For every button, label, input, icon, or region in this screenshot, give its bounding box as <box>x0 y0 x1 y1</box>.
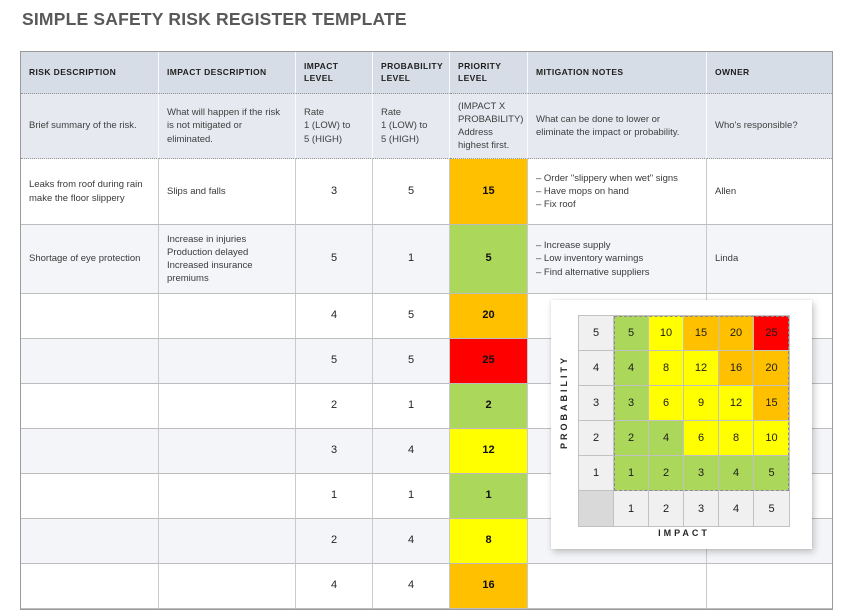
cell-priority[interactable]: 25 <box>450 339 528 384</box>
column-header-risk[interactable]: RISK DESCRIPTION <box>21 52 159 94</box>
matrix-prob-label-2: 2 <box>579 421 614 456</box>
cell-impact_desc[interactable]: Slips and falls <box>159 159 296 225</box>
cell-impact_desc[interactable] <box>159 429 296 474</box>
matrix-cell-p5-i3[interactable]: 15 <box>684 316 719 351</box>
cell-mitigation[interactable] <box>528 564 707 609</box>
impact-axis-label: IMPACT <box>658 528 710 538</box>
matrix-cell-p2-i1[interactable]: 2 <box>614 421 649 456</box>
column-header-impact_desc[interactable]: IMPACT DESCRIPTION <box>159 52 296 94</box>
cell-priority[interactable]: 12 <box>450 429 528 474</box>
cell-impact[interactable]: 1 <box>296 474 373 519</box>
cell-impact[interactable]: 3 <box>296 159 373 225</box>
column-desc-risk: Brief summary of the risk. <box>21 94 159 159</box>
cell-impact_desc[interactable] <box>159 294 296 339</box>
column-header-impact[interactable]: IMPACT LEVEL <box>296 52 373 94</box>
matrix-cell-p2-i4[interactable]: 8 <box>719 421 754 456</box>
matrix-cell-p5-i1[interactable]: 5 <box>614 316 649 351</box>
column-header-owner[interactable]: OWNER <box>707 52 832 94</box>
cell-probability[interactable]: 4 <box>373 429 450 474</box>
matrix-cell-p4-i3[interactable]: 12 <box>684 351 719 386</box>
cell-priority[interactable]: 5 <box>450 225 528 294</box>
cell-risk[interactable] <box>21 474 159 519</box>
cell-probability[interactable]: 4 <box>373 519 450 564</box>
cell-priority[interactable]: 2 <box>450 384 528 429</box>
cell-impact[interactable]: 4 <box>296 564 373 609</box>
cell-impact[interactable]: 4 <box>296 294 373 339</box>
matrix-prob-label-5: 5 <box>579 316 614 351</box>
cell-risk[interactable] <box>21 564 159 609</box>
matrix-cell-p3-i1[interactable]: 3 <box>614 386 649 421</box>
cell-impact_desc[interactable] <box>159 339 296 384</box>
matrix-cell-p5-i2[interactable]: 10 <box>649 316 684 351</box>
matrix-impact-label-1: 1 <box>614 491 649 526</box>
cell-owner[interactable]: Linda <box>707 225 832 294</box>
matrix-cell-p3-i5[interactable]: 15 <box>754 386 789 421</box>
matrix-prob-label-3: 3 <box>579 386 614 421</box>
column-desc-mitigation: What can be done to lower or eliminate the impact or probability. <box>528 94 707 159</box>
cell-risk[interactable] <box>21 384 159 429</box>
column-desc-priority: (IMPACT X PROBABILITY) Address highest first. <box>450 94 528 159</box>
matrix-cell-p4-i2[interactable]: 8 <box>649 351 684 386</box>
matrix-cell-p2-i2[interactable]: 4 <box>649 421 684 456</box>
matrix-cell-p2-i3[interactable]: 6 <box>684 421 719 456</box>
matrix-cell-p1-i3[interactable]: 3 <box>684 456 719 491</box>
cell-probability[interactable]: 1 <box>373 474 450 519</box>
page-title: SIMPLE SAFETY RISK REGISTER TEMPLATE <box>22 9 407 29</box>
risk-matrix-panel <box>551 300 812 549</box>
matrix-cell-p4-i4[interactable]: 16 <box>719 351 754 386</box>
matrix-cell-p2-i5[interactable]: 10 <box>754 421 789 456</box>
matrix-cell-p1-i4[interactable]: 4 <box>719 456 754 491</box>
cell-impact_desc[interactable] <box>159 564 296 609</box>
matrix-grid <box>578 315 790 527</box>
cell-impact_desc[interactable] <box>159 384 296 429</box>
cell-probability[interactable]: 1 <box>373 225 450 294</box>
matrix-cell-p5-i5[interactable]: 25 <box>754 316 789 351</box>
matrix-cell-p3-i3[interactable]: 9 <box>684 386 719 421</box>
matrix-cell-p4-i5[interactable]: 20 <box>754 351 789 386</box>
matrix-impact-label-4: 4 <box>719 491 754 526</box>
cell-priority[interactable]: 15 <box>450 159 528 225</box>
cell-impact[interactable]: 2 <box>296 519 373 564</box>
cell-risk[interactable]: Leaks from roof during rain make the floor slippery <box>21 159 159 225</box>
matrix-cell-p1-i1[interactable]: 1 <box>614 456 649 491</box>
matrix-prob-label-4: 4 <box>579 351 614 386</box>
cell-risk[interactable] <box>21 294 159 339</box>
cell-mitigation[interactable]: – Increase supply – Low inventory warnings – Find alternative suppliers <box>528 225 707 294</box>
matrix-impact-label-2: 2 <box>649 491 684 526</box>
cell-owner[interactable] <box>707 564 832 609</box>
cell-risk[interactable] <box>21 519 159 564</box>
column-desc-owner: Who's responsible? <box>707 94 832 159</box>
cell-impact[interactable]: 5 <box>296 225 373 294</box>
cell-priority[interactable]: 8 <box>450 519 528 564</box>
matrix-cell-p1-i2[interactable]: 2 <box>649 456 684 491</box>
column-header-priority[interactable]: PRIORITY LEVEL <box>450 52 528 94</box>
matrix-cell-p3-i2[interactable]: 6 <box>649 386 684 421</box>
cell-probability[interactable]: 5 <box>373 294 450 339</box>
cell-mitigation[interactable]: – Order "slippery when wet" signs – Have mops on hand – Fix roof <box>528 159 707 225</box>
matrix-cell-p5-i4[interactable]: 20 <box>719 316 754 351</box>
cell-probability[interactable]: 5 <box>373 159 450 225</box>
column-desc-impact_desc: What will happen if the risk is not mitigated or eliminated. <box>159 94 296 159</box>
cell-impact_desc[interactable] <box>159 474 296 519</box>
cell-probability[interactable]: 5 <box>373 339 450 384</box>
cell-owner[interactable]: Allen <box>707 159 832 225</box>
matrix-impact-label-5: 5 <box>754 491 789 526</box>
cell-impact[interactable]: 2 <box>296 384 373 429</box>
cell-risk[interactable] <box>21 339 159 384</box>
cell-risk[interactable] <box>21 429 159 474</box>
cell-probability[interactable]: 1 <box>373 384 450 429</box>
matrix-corner <box>579 491 614 526</box>
cell-probability[interactable]: 4 <box>373 564 450 609</box>
column-header-mitigation[interactable]: MITIGATION NOTES <box>528 52 707 94</box>
cell-risk[interactable]: Shortage of eye protection <box>21 225 159 294</box>
cell-impact_desc[interactable]: Increase in injuries Production delayed Increased insurance premiums <box>159 225 296 294</box>
cell-impact_desc[interactable] <box>159 519 296 564</box>
cell-priority[interactable]: 16 <box>450 564 528 609</box>
cell-impact[interactable]: 5 <box>296 339 373 384</box>
matrix-cell-p4-i1[interactable]: 4 <box>614 351 649 386</box>
matrix-cell-p1-i5[interactable]: 5 <box>754 456 789 491</box>
column-desc-impact: Rate 1 (LOW) to 5 (HIGH) <box>296 94 373 159</box>
cell-impact[interactable]: 3 <box>296 429 373 474</box>
matrix-cell-p3-i4[interactable]: 12 <box>719 386 754 421</box>
cell-priority[interactable]: 1 <box>450 474 528 519</box>
column-desc-probability: Rate 1 (LOW) to 5 (HIGH) <box>373 94 450 159</box>
cell-priority[interactable]: 20 <box>450 294 528 339</box>
column-header-probability[interactable]: PROBABILITY LEVEL <box>373 52 450 94</box>
matrix-impact-label-3: 3 <box>684 491 719 526</box>
probability-axis-label: PROBABILITY <box>559 355 569 450</box>
matrix-prob-label-1: 1 <box>579 456 614 491</box>
